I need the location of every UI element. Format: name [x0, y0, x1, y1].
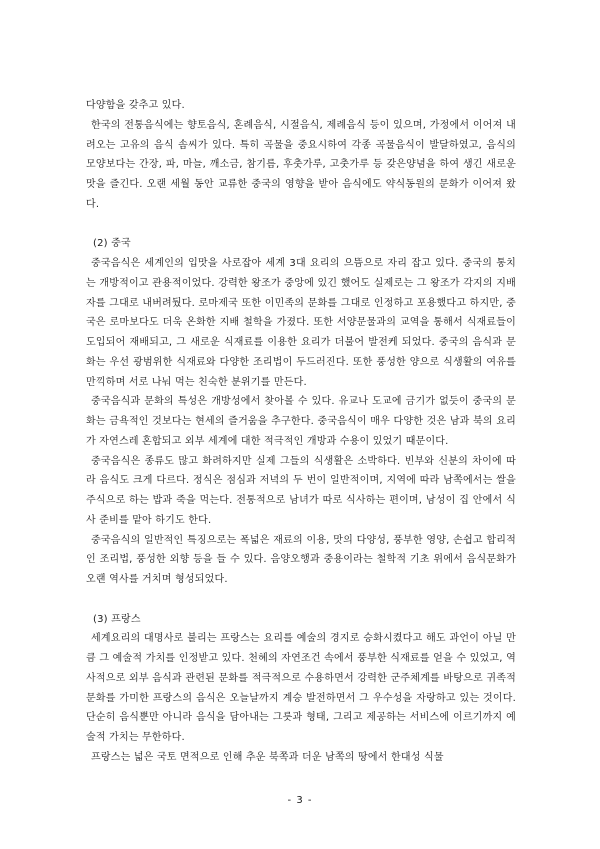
china-paragraph-3: 중국음식은 종류도 많고 화려하지만 실제 그들의 식생활은 소박하다. 빈부와 신분의 차이에 따라 음식도 크게 다르다. 정식은 점심과 저녁의 두 번이 일반적이며, 지역에 따라 남쪽에서는 쌀을 주식으로 하는 밥과 죽을 먹는다. 전통적으로 남녀가 따로 식사하는 편이며, 남성이 집 안에서 식사 준비를 맡아 하기도 한다. [86, 455, 516, 526]
section-heading-france: (3) 프랑스 [93, 613, 141, 625]
france-paragraph-1: 세계요리의 대명사로 불리는 프랑스는 요리를 예술의 경지로 승화시켰다고 해도 과언이 아닐 만큼 그 예술적 가치를 인정받고 있다. 천혜의 자연조건 속에서 풍부한 식재료를 얻을 수 있었고, 역사적으로 외부 음식과 관련된 문화를 적극적으로 수용하면서 강력한 군주체계를 바탕으로 귀족적 문화를 가미한 프랑스의 음식은 오늘날까지 계승 발전하면서 그 우수성을 자랑하고 있는 것이다. 단순히 음식뿐만 아니라 음식을 담아내는 그릇과 형태, 그리고 제공하는 서비스에 이르기까지 예술적 가치는 무한하다. [86, 633, 516, 743]
france-paragraph-2: 프랑스는 넓은 국토 면적으로 인해 추운 북쪽과 더운 남쪽의 땅에서 한대성 식물 [91, 751, 444, 763]
china-paragraph-4: 중국음식의 일반적인 특징으로는 폭넓은 재료의 이용, 맛의 다양성, 풍부한 영양, 손쉽고 합리적인 조리법, 풍성한 외향 등을 들 수 있다. 음양오행과 중용이라는 철학적 기초 위에서 음식문화가 오랜 역사를 거치며 형성되었다. [86, 534, 516, 585]
section-gap [86, 590, 516, 610]
china-paragraph-2: 중국음식과 문화의 특성은 개방성에서 찾아볼 수 있다. 유교나 도교에 금기가 없듯이 중국의 문화는 금욕적인 것보다는 현세의 즐거움을 추구한다. 중국음식이 매우 다양한 것은 남과 북의 요리가 자연스레 혼합되고 외부 세계에 대한 적극적인 개방과 수용이 있었기 때문이다. [86, 396, 516, 447]
section-gap [86, 215, 516, 235]
china-paragraph-1: 중국음식은 세계인의 입맛을 사로잡아 세계 3대 요리의 으뜸으로 자리 잡고 있다. 중국의 통치는 개방적이고 관용적이었다. 강력한 왕조가 중앙에 있긴 했어도 실제로는 그 왕조가 각지의 지배자를 그대로 내버려뒀다. 로마제국 또한 이민족의 문화를 그대로 인정하고 포용했다고 하지만, 중국은 로마보다도 더욱 온화한 지배 철학을 가졌다. 또한 서양문물과의 교역을 통해서 식재료들이 도입되어 재배되고, 그 새로운 식재료를 이용한 요리가 더불어 발전케 되었다. 중국의 음식과 문화는 우선 광범위한 식재료와 다양한 조리법이 두드러진다. 또한 풍성한 양으로 식생활의 여유를 만끽하며 서로 나눠 먹는 친숙한 분위기를 만든다. [86, 258, 516, 388]
body-text [86, 96, 516, 768]
page-number: - 3 - [287, 795, 313, 806]
intro-continuation: 다양함을 갖추고 있다. [86, 100, 185, 111]
korea-paragraph: 한국의 전통음식에는 향토음식, 혼례음식, 시절음식, 제례음식 등이 있으며, 가정에서 이어져 내려오는 고유의 음식 솜씨가 있다. 특히 곡물을 중요시하여 각종 곡물음식이 발달하였고, 음식의 모양보다는 간장, 파, 마늘, 깨소금, 참기름, 후춧가루, 고춧가루 등 갖은양념을 하여 생긴 새로운 맛을 즐긴다. 오랜 세월 동안 교류한 중국의 영향을 받아 음식에도 약식동원의 문화가 이어져 왔다. [86, 119, 516, 210]
section-heading-china: (2) 중국 [93, 238, 131, 250]
